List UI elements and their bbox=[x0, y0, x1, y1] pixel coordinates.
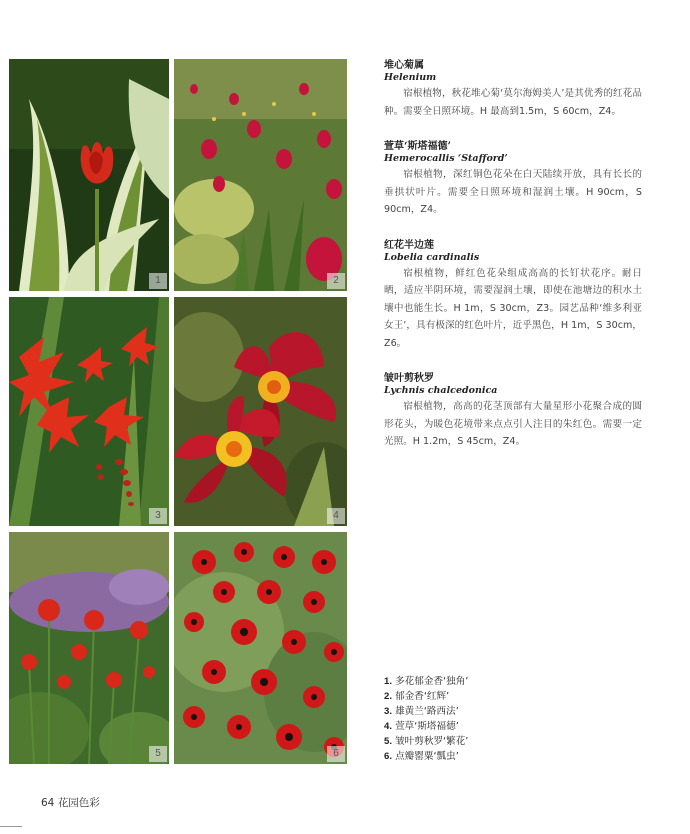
caption-item bbox=[384, 689, 644, 704]
tulip-border-image bbox=[174, 59, 347, 291]
caption-item bbox=[384, 704, 644, 719]
plant-entries bbox=[384, 60, 642, 472]
photo-number: 2 bbox=[327, 273, 345, 289]
entry-helenium bbox=[384, 60, 642, 120]
entry-latin-name: Hemerocallis ‘Stafford’ bbox=[384, 153, 508, 164]
caption-text: 点瓣罂粟‘瓢虫’ bbox=[395, 751, 459, 762]
entry-hemerocallis bbox=[384, 141, 642, 219]
entry-body: 宿根植物，鲜红色花朵组成高高的长钉状花序。耐日晒，适应半阴环境，需要湿润土壤，即使在池塘边的积水土壤中也能生长。H 1m，S 30cm，Z3。园艺品种‘维多利亚女王’，具有极深的红色叶片，近乎黑色，H 1m，S 30cm，Z6。 bbox=[384, 267, 642, 349]
entry-lychnis bbox=[384, 373, 642, 451]
photo-number: 4 bbox=[327, 508, 345, 524]
photo-number: 6 bbox=[327, 746, 345, 762]
caption-text: 萱草‘斯塔福德’ bbox=[395, 721, 459, 732]
caption-item bbox=[384, 749, 644, 764]
photo-tulip-2 bbox=[174, 59, 347, 291]
entry-body: 宿根植物，高高的花茎顶部有大量星形小花聚合成的圆形花头，为暖色花境带来点点引人注目的朱红色。需要一定光照。H 1.2m，S 45cm，Z4。 bbox=[384, 401, 642, 447]
entry-latin-name: Lobelia cardinalis bbox=[384, 251, 480, 263]
entry-body: 宿根植物，深红铜色花朵在白天陆续开放，具有长长的垂拱状叶片。需要全日照环境和湿润土壤。H 90cm，S 90cm，Z4。 bbox=[384, 169, 642, 215]
corner-rule bbox=[0, 826, 22, 827]
photo-crocosmia-3 bbox=[9, 297, 169, 526]
photo-captions bbox=[384, 674, 644, 764]
photo-number: 1 bbox=[149, 273, 167, 289]
entry-latin-name: Lychnis chalcedonica bbox=[384, 385, 498, 396]
caption-text: 皱叶剪秋罗‘繁花’ bbox=[395, 736, 469, 747]
daylily-image bbox=[174, 297, 347, 526]
photo-tulip-1 bbox=[9, 59, 169, 291]
crocosmia-image bbox=[9, 297, 169, 526]
caption-number: 6. bbox=[384, 751, 393, 762]
caption-text: 郁金香‘红辉’ bbox=[395, 691, 450, 702]
entry-title: 红花半边莲 bbox=[384, 239, 434, 251]
caption-text: 多花郁金香‘独角’ bbox=[395, 676, 469, 687]
photo-daylily-4 bbox=[174, 297, 347, 526]
poppy-image bbox=[174, 532, 347, 764]
caption-number: 5. bbox=[384, 736, 393, 747]
entry-title: 萱草‘斯塔福德’ bbox=[384, 141, 451, 152]
caption-text: 雄黄兰‘路西法’ bbox=[395, 706, 459, 717]
photo-number: 3 bbox=[149, 508, 167, 524]
entry-lobelia bbox=[384, 240, 642, 353]
caption-item bbox=[384, 674, 644, 689]
page-footer: 64 花园色彩 bbox=[41, 797, 100, 809]
caption-number: 1. bbox=[384, 676, 393, 687]
caption-number: 4. bbox=[384, 721, 393, 732]
entry-body: 宿根植物，秋花堆心菊‘莫尔海姆美人’是其优秀的红花品种。需要全日照环境。H 最高到1.5m，S 60cm，Z4。 bbox=[384, 88, 642, 117]
photo-number: 5 bbox=[149, 746, 167, 762]
lychnis-image bbox=[9, 532, 169, 764]
tulip-image bbox=[9, 59, 169, 291]
photo-lychnis-5 bbox=[9, 532, 169, 764]
entry-latin-name: Helenium bbox=[384, 72, 437, 83]
caption-number: 2. bbox=[384, 691, 393, 702]
caption-item bbox=[384, 719, 644, 734]
entry-title: 皱叶剪秋罗 bbox=[384, 373, 434, 384]
photo-poppy-6 bbox=[174, 532, 347, 764]
entry-title: 堆心菊属 bbox=[384, 60, 424, 71]
caption-item bbox=[384, 734, 644, 749]
caption-number: 3. bbox=[384, 706, 393, 717]
